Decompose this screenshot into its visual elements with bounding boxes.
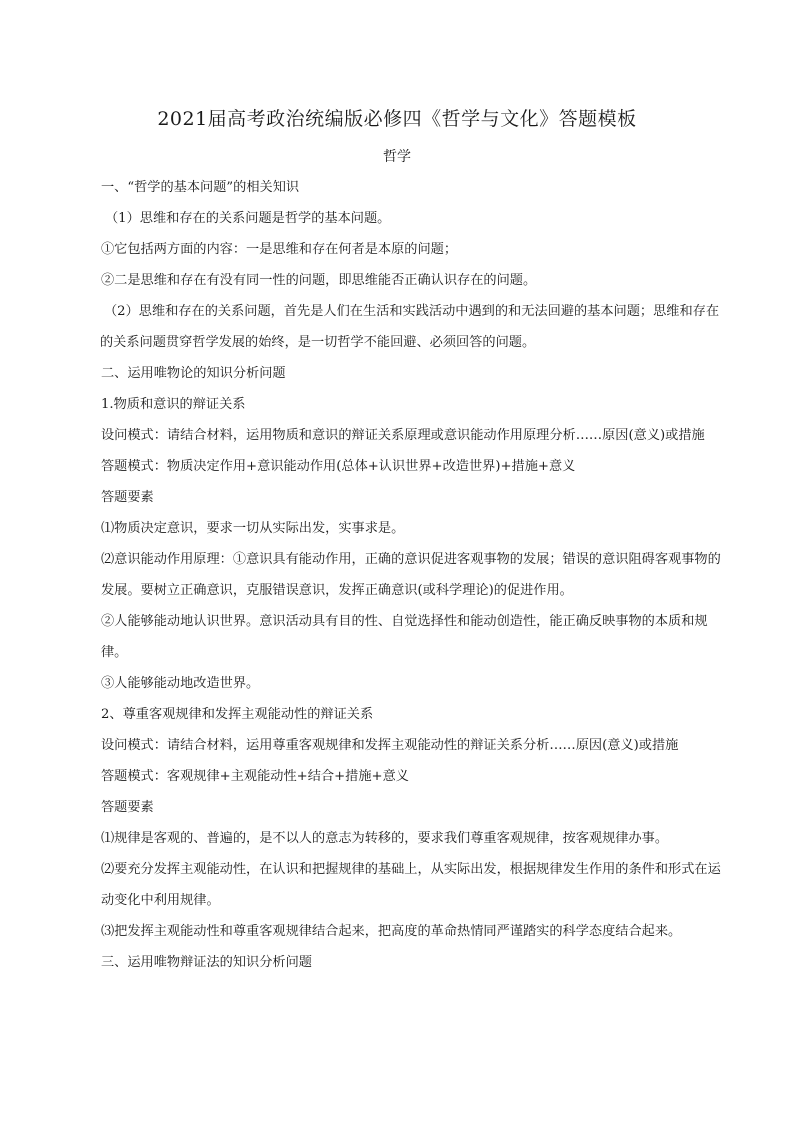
answer-elements-label: 答题要素	[101, 490, 154, 505]
heading-3: 三、运用唯物辩证法的知识分析问题	[101, 955, 312, 970]
subheading: 2、尊重客观规律和发挥主观能动性的辩证关系	[101, 707, 374, 722]
list-item: ⑶把发挥主观能动性和尊重客观规律结合起来，把高度的革命热情同严谨踏实的科学态度结合起来。	[101, 924, 682, 939]
list-item: ⑵要充分发挥主观能动性，在认识和把握规律的基础上，从实际出发，根据规律发生作用的条件和形式在运动变化中利用规律。	[101, 862, 721, 908]
list-item: ⑵意识能动作用原理：①意识具有能动作用，正确的意识促进客观事物的发展；错误的意识阻碍客观事物的发展。要树立正确意识，克服错误意识，发挥正确意识(或科学理论)的促进作用。	[101, 552, 721, 598]
answer-elements-label: 答题要素	[101, 800, 154, 815]
paragraph: （1）思维和存在的关系问题是哲学的基本问题。	[105, 211, 391, 226]
list-item: ⑴规律是客观的、普遍的，是不以人的意志为转移的，要求我们尊重客观规律，按客观规律办事。	[101, 831, 669, 846]
answer-pattern: 答题模式：客观规律+主观能动性+结合+措施+意义	[101, 769, 409, 784]
subheading: 1.物质和意识的辩证关系	[101, 397, 246, 412]
heading-2: 二、运用唯物论的知识分析问题	[101, 366, 286, 381]
question-pattern: 设问模式：请结合材料，运用物质和意识的辩证关系原理或意识能动作用原理分析……原因(意义)或措施	[101, 428, 705, 443]
document-body	[101, 172, 725, 978]
heading-1: 一、“哲学的基本问题”的相关知识	[101, 180, 300, 195]
paragraph: （2）思维和存在的关系问题，首先是人们在生活和实践活动中遇到的和无法回避的基本问题；思维和存在的关系问题贯穿哲学发展的始终，是一切哲学不能回避、必须回答的问题。	[100, 304, 720, 350]
paragraph: ①它包括两方面的内容：一是思维和存在何者是本原的问题；	[101, 242, 458, 257]
document-title: 2021届高考政治统编版必修四《哲学与文化》答题模板	[157, 108, 637, 130]
section-title: 哲学	[383, 149, 411, 165]
answer-pattern: 答题模式：物质决定作用+意识能动作用(总体+认识世界+改造世界)+措施+意义	[101, 459, 576, 474]
question-pattern: 设问模式：请结合材料，运用尊重客观规律和发挥主观能动性的辩证关系分析……原因(意义)或措施	[101, 738, 679, 753]
paragraph: ②二是思维和存在有没有同一性的问题，即思维能否正确认识存在的问题。	[101, 273, 537, 288]
list-item: ②人能够能动地认识世界。意识活动具有目的性、自觉选择性和能动创造性，能正确反映事物的本质和规律。	[101, 614, 708, 660]
list-item: ③人能够能动地改造世界。	[101, 676, 260, 691]
list-item: ⑴物质决定意识，要求一切从实际出发，实事求是。	[101, 521, 405, 536]
